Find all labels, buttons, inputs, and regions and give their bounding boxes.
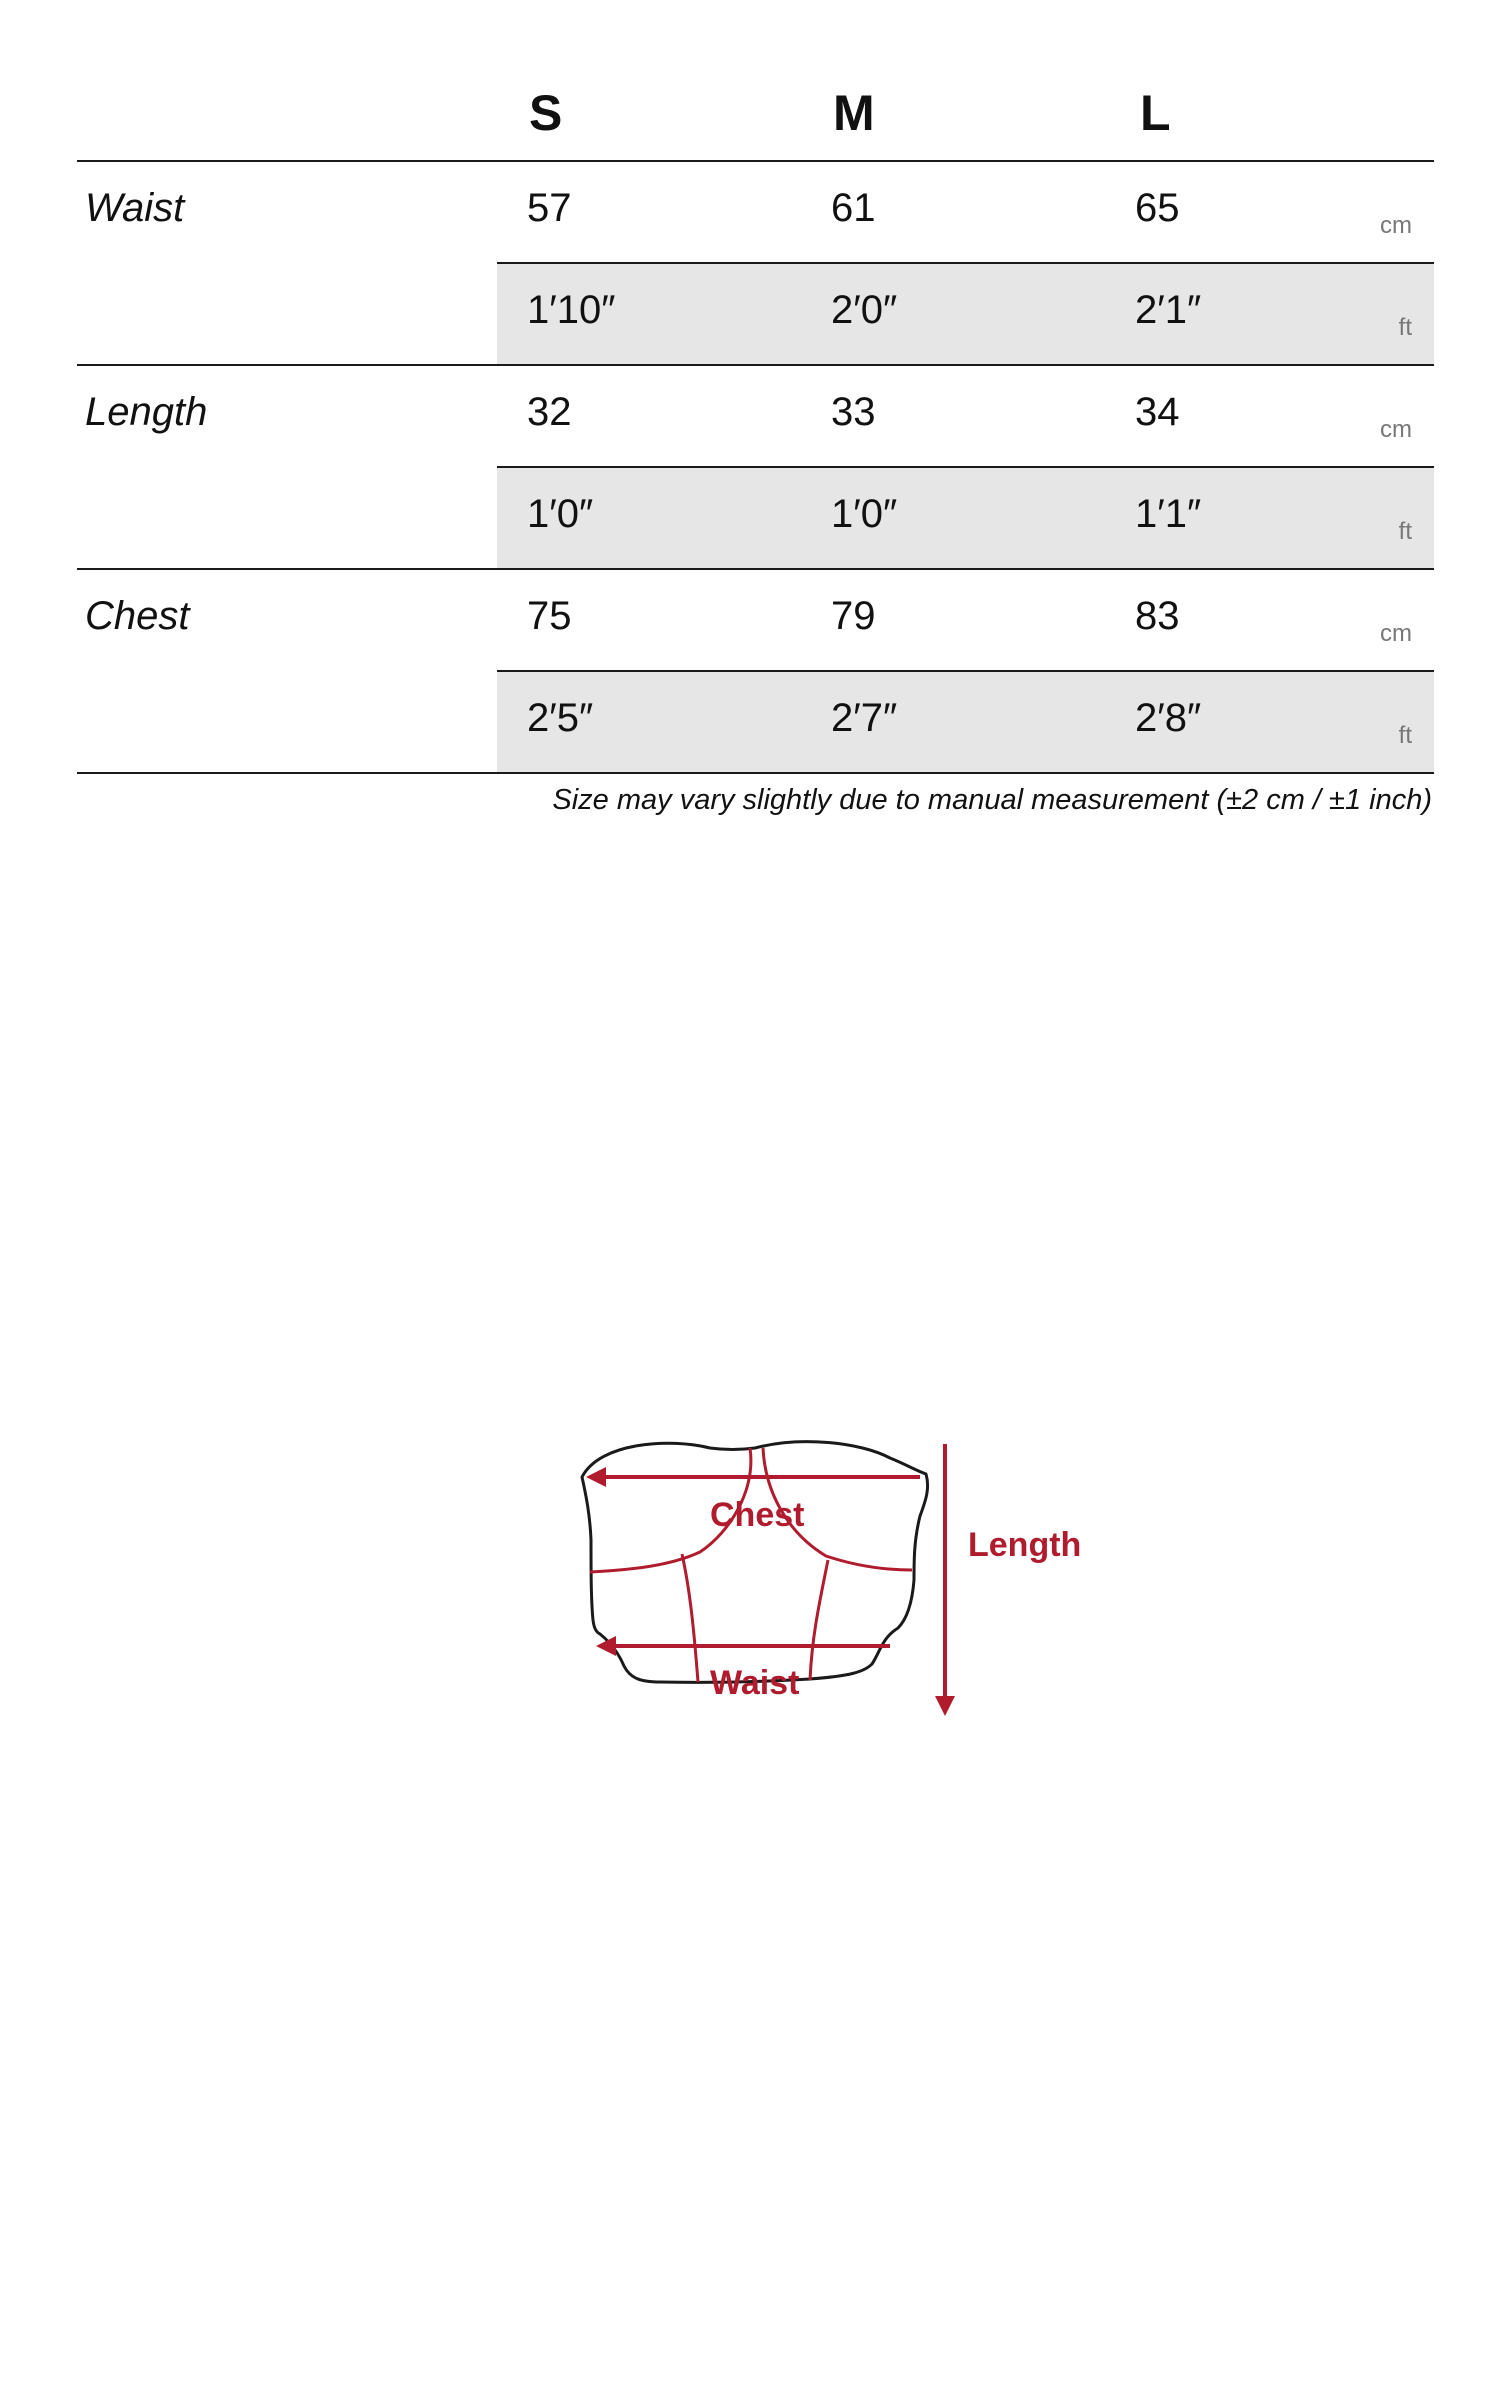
value-cell: 61 bbox=[831, 186, 876, 230]
value-cell: 1′0″ bbox=[831, 492, 898, 536]
value-cell: 79 bbox=[831, 594, 876, 638]
value-cell: 1′0″ bbox=[527, 492, 594, 536]
measurement-group-waist bbox=[77, 162, 1434, 366]
ft-row bbox=[497, 264, 1434, 364]
size-header-m: M bbox=[833, 85, 875, 141]
measurement-label: Waist bbox=[85, 186, 185, 230]
length-label: Length bbox=[968, 1526, 1082, 1564]
measurement-label: Chest bbox=[85, 594, 190, 638]
value-cell: 2′5″ bbox=[527, 696, 594, 740]
unit-label-cm: cm bbox=[1380, 212, 1412, 239]
ft-row bbox=[497, 468, 1434, 568]
chest-label: Chest bbox=[710, 1496, 805, 1534]
ft-row bbox=[497, 672, 1434, 772]
size-header-l: L bbox=[1140, 85, 1171, 141]
size-header-s: S bbox=[529, 85, 563, 141]
size-chart-table bbox=[77, 60, 1434, 774]
unit-label-cm: cm bbox=[1380, 416, 1412, 443]
value-cell: 57 bbox=[527, 186, 572, 230]
value-cell: 75 bbox=[527, 594, 572, 638]
value-cell: 83 bbox=[1135, 594, 1180, 638]
measurement-group-length bbox=[77, 366, 1434, 570]
unit-label-ft: ft bbox=[1398, 518, 1412, 545]
value-cell: 2′0″ bbox=[831, 288, 898, 332]
waist-label: Waist bbox=[710, 1664, 800, 1702]
value-cell: 1′10″ bbox=[527, 288, 616, 332]
value-cell: 34 bbox=[1135, 390, 1180, 434]
measurement-group-chest bbox=[77, 570, 1434, 774]
value-cell: 65 bbox=[1135, 186, 1180, 230]
unit-label-cm: cm bbox=[1380, 620, 1412, 647]
unit-label-ft: ft bbox=[1398, 314, 1412, 341]
cm-row bbox=[497, 570, 1434, 672]
cm-row bbox=[497, 366, 1434, 468]
value-cell: 1′1″ bbox=[1135, 492, 1202, 536]
value-cell: 33 bbox=[831, 390, 876, 434]
unit-label-ft: ft bbox=[1398, 722, 1412, 749]
cm-row bbox=[497, 162, 1434, 264]
value-cell: 32 bbox=[527, 390, 572, 434]
measurement-note: Size may vary slightly due to manual measurement (±2 cm / ±1 inch) bbox=[552, 784, 1432, 816]
measurement-label: Length bbox=[85, 390, 208, 434]
value-cell: 2′1″ bbox=[1135, 288, 1202, 332]
corset-top-illustration bbox=[560, 1420, 1100, 1740]
size-header-row bbox=[77, 60, 1434, 162]
garment-measurement-diagram bbox=[560, 1420, 1100, 1740]
value-cell: 2′8″ bbox=[1135, 696, 1202, 740]
value-cell: 2′7″ bbox=[831, 696, 898, 740]
